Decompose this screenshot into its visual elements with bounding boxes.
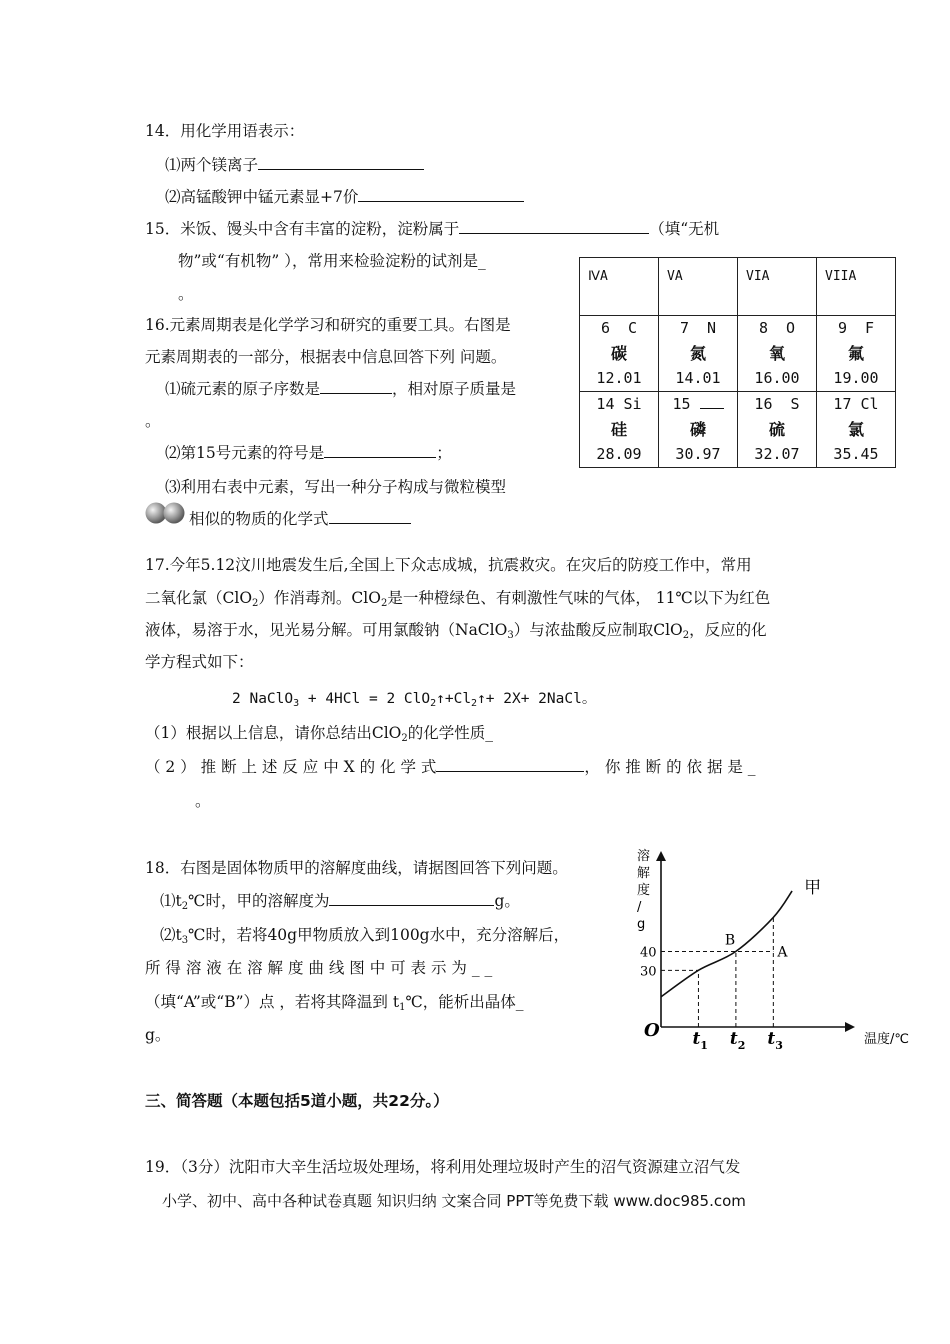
x-tick-sub: 2 bbox=[737, 1039, 746, 1052]
q16-part3: ⑶利用右表中元素，写出一种分子构成与微粒模型 bbox=[165, 478, 507, 496]
q17-line4: 学方程式如下： bbox=[145, 653, 254, 671]
answer-blank[interactable] bbox=[358, 186, 524, 202]
q15-line2: 物”或“有机物” ），常用来检验淀粉的试剂是_ bbox=[178, 252, 486, 270]
answer-blank[interactable] bbox=[320, 378, 392, 394]
element-cell: 6 C 碳 12.01 bbox=[580, 316, 659, 392]
q18-line1: 18．右图是固体物质甲的溶解度曲线，请据图回答下列问题。 bbox=[145, 859, 568, 877]
diatomic-molecule-icon bbox=[143, 501, 189, 525]
group-header: ⅣA bbox=[580, 258, 659, 316]
q14-part1: ⑴两个镁离子 bbox=[165, 154, 424, 176]
q16-line2: 元素周期表的一部分，根据表中信息回答下列 问题。 bbox=[145, 348, 507, 366]
element-cell: 14 Si 硅 28.09 bbox=[580, 392, 659, 468]
q16-part1: ⑴硫元素的原子序数是 ，相对原子质量是 bbox=[165, 380, 517, 398]
periodic-table bbox=[579, 257, 896, 468]
x-tick-label: $t_1$ bbox=[692, 1029, 708, 1052]
answer-blank[interactable] bbox=[700, 394, 724, 409]
q17-line2: 二氧化氯（ClO$_2$）作消毒剂。ClO$_2$是一种橙绿色、有刺激性气味的气体， 11℃以下为红色 bbox=[145, 589, 771, 609]
answer-blank[interactable] bbox=[329, 890, 494, 906]
point-label: A bbox=[777, 944, 788, 961]
solubility-chart bbox=[628, 840, 928, 1060]
q17-line3: 液体，易溶于水，见光易分解。可用氯酸钠（NaClO$_3$）与浓盐酸反应制取ClO$_2$，反应的化 bbox=[145, 621, 767, 641]
q15-line1: 15．米饭、馒头中含有丰富的淀粉，淀粉属于 （填“无机 bbox=[145, 220, 720, 238]
answer-blank[interactable] bbox=[436, 756, 584, 772]
origin-label: O bbox=[644, 1020, 660, 1041]
x-tick-sub: 1 bbox=[700, 1039, 708, 1052]
y-tick-label: 30 bbox=[640, 964, 657, 980]
q19-line1: 19．（3分）沈阳市大辛生活垃圾处理场，将利用处理垃圾时产生的沼气资源建立沼气发 bbox=[145, 1158, 741, 1176]
q14-part2: ⑵高锰酸钾中锰元素显+7价 bbox=[165, 186, 524, 208]
footer: 小学、初中、高中各种试卷真题 知识归纳 文案合同 PPT等免费下载 www.doc985.com bbox=[162, 1192, 746, 1210]
q18-part1: $⑴t_2℃$时，甲的溶解度为 g。 bbox=[160, 892, 520, 912]
group-header: VA bbox=[659, 258, 738, 316]
section-3-heading: 三、简答题（本题包括5道小题，共22分。） bbox=[145, 1092, 449, 1110]
q17-part1: （1）根据以上信息，请你总结出ClO$_2$的化学性质_ bbox=[145, 724, 494, 744]
q18-part2: $⑵t_3℃$时，若将40g甲物质放入到100g水中，充分溶解后， bbox=[160, 926, 570, 946]
x-axis-label: 温度/℃ bbox=[864, 1032, 909, 1047]
q16-line1: 16.元素周期表是化学学习和研究的重要工具。右图是 bbox=[145, 316, 511, 334]
q16-part1-tail: 。 bbox=[145, 412, 161, 430]
q17-part2: （ 2 ） 推 断 上 述 反 应 中 X 的 化 学 式 ， 你 推 断 的 依 据 是 _ bbox=[145, 758, 756, 776]
series-label: 甲 bbox=[804, 878, 822, 898]
y-axis-label-char: 度 bbox=[637, 883, 651, 898]
element-cell: 8 O 氧 16.00 bbox=[738, 316, 817, 392]
point-label: B bbox=[724, 932, 736, 949]
q17-part2-tail: 。 bbox=[195, 792, 211, 810]
x-tick-label: $t_3$ bbox=[767, 1029, 783, 1052]
answer-blank[interactable] bbox=[329, 508, 411, 524]
element-cell: 7 N 氮 14.01 bbox=[659, 316, 738, 392]
y-axis-label-char: g bbox=[637, 917, 646, 932]
y-tick-label: 40 bbox=[640, 945, 657, 961]
element-cell: 9 F 氟 19.00 bbox=[817, 316, 896, 392]
answer-blank[interactable] bbox=[258, 154, 424, 170]
group-header: VIIA bbox=[817, 258, 896, 316]
element-cell: 16 S 硫 32.07 bbox=[738, 392, 817, 468]
answer-blank[interactable] bbox=[459, 218, 649, 234]
q17-line1: 17.今年5.12汶川地震发生后,全国上下众志成城，抗震救灾。在灾后的防疫工作中，常用 bbox=[145, 556, 752, 574]
q16-part2: ⑵第15号元素的符号是 ； bbox=[165, 444, 452, 462]
x-tick-label: $t_2$ bbox=[729, 1029, 746, 1052]
group-header: VIA bbox=[738, 258, 817, 316]
element-cell: 15 磷 30.97 bbox=[659, 392, 738, 468]
q18-part2c: （填“A”或“B”）点 ，若将其降温到 $t_1℃$，能析出晶体_ bbox=[145, 993, 524, 1013]
answer-blank[interactable] bbox=[324, 442, 436, 458]
y-axis-label-char: 解 bbox=[637, 866, 651, 881]
y-axis-label bbox=[637, 848, 650, 932]
q15-line3: 。 bbox=[178, 285, 194, 303]
q14-stem: 14．用化学用语表示： bbox=[145, 122, 305, 140]
q17-equation: 2 NaClO$_3$ + 4HCl = 2 $ClO_2↑+Cl_2↑+ 2X+$ 2NaCl。 bbox=[232, 691, 597, 709]
q18-part2b: 所 得 溶 液 在 溶 解 度 曲 线 图 中 可 表 示 为 _ _ bbox=[145, 959, 493, 977]
y-axis-label-char: / bbox=[637, 900, 642, 915]
x-tick-sub: 3 bbox=[775, 1039, 783, 1052]
q16-part3b: 相似的物质的化学式 bbox=[189, 508, 411, 530]
y-axis-label-char: 溶 bbox=[637, 849, 651, 864]
q18-part2d: g。 bbox=[145, 1026, 171, 1044]
element-cell: 17 Cl 氯 35.45 bbox=[817, 392, 896, 468]
